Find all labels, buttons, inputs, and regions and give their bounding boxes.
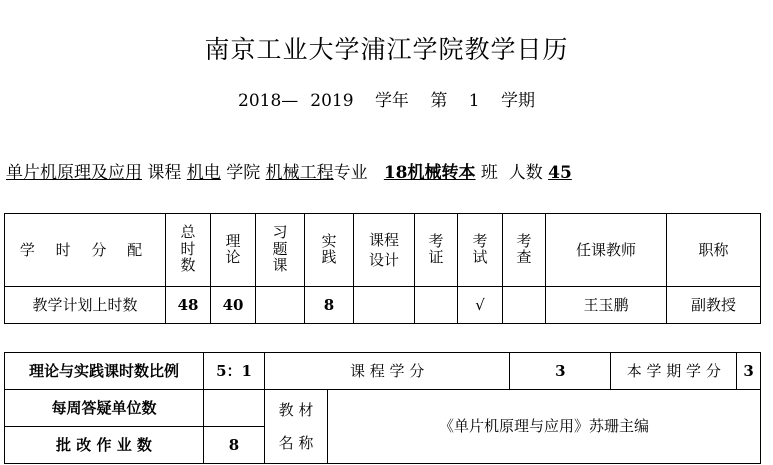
year-start: 2018—: [238, 91, 299, 111]
college-name: 机电: [186, 163, 221, 183]
practice-header: 实践: [305, 214, 354, 287]
qa-label: 每周答疑单位数: [5, 390, 204, 427]
total-value: 48: [166, 287, 211, 324]
college-label: 学院: [226, 163, 261, 183]
teacher-header: 任课教师: [546, 214, 667, 287]
count-label: 人数: [508, 163, 543, 183]
academic-term-line: [0, 86, 773, 111]
exam1-value: [415, 287, 458, 324]
homework-label: 批 改 作 业 数: [5, 427, 204, 464]
exercise-header: 习题课: [256, 214, 305, 287]
ratio-row: [5, 353, 761, 390]
ratio-label: 理论与实践课时数比例: [5, 353, 204, 390]
theory-value: 40: [211, 287, 256, 324]
year-end: 2019: [310, 91, 354, 111]
term-credit-label: 本 学 期 学 分: [611, 353, 737, 390]
major-name: 机械工程: [265, 163, 334, 183]
exam2-header: 考试: [458, 214, 503, 287]
textbook-label-line2: 名 称: [278, 433, 314, 452]
term-credit-value: 3: [737, 353, 761, 390]
class-label: 班: [480, 163, 498, 183]
course-info-table: [4, 352, 761, 464]
theory-header: 理论: [211, 214, 256, 287]
ratio-value: 5：1: [204, 353, 265, 390]
textbook-label-line1: 教 材: [278, 401, 314, 420]
exam1-header: 考证: [415, 214, 458, 287]
term-suffix: 学期: [500, 91, 535, 111]
hours-table: [4, 213, 761, 324]
total-header: 总时数: [166, 214, 211, 287]
textbook-name: 《单片机原理与应用》苏珊主编: [328, 390, 761, 464]
teacher-name: 王玉鹏: [546, 287, 667, 324]
teacher-title: 副教授: [667, 287, 761, 324]
design-value: [354, 287, 415, 324]
allocation-header: 学 时 分 配: [5, 214, 166, 287]
page-title: 南京工业大学浦江学院教学日历: [204, 35, 569, 64]
credit-value: 3: [510, 353, 611, 390]
class-name: 18机械转本: [383, 163, 476, 183]
qa-value: [204, 390, 265, 427]
hours-data-row: [5, 287, 761, 324]
check-header: 考查: [503, 214, 546, 287]
course-info-line: [6, 158, 768, 183]
qa-row: [5, 390, 761, 427]
practice-value: 8: [305, 287, 354, 324]
major-label: 专业: [333, 163, 368, 183]
check-value: [503, 287, 546, 324]
exercise-value: [256, 287, 305, 324]
hours-header-row: [5, 214, 761, 287]
textbook-label: [265, 390, 328, 464]
student-count: 45: [548, 163, 572, 183]
credit-label: 课 程 学 分: [265, 353, 510, 390]
design-header: 课程设计: [354, 214, 415, 287]
term-number: 1: [468, 91, 480, 111]
row-label: 教学计划上时数: [5, 287, 166, 324]
course-label: 课程: [147, 163, 182, 183]
course-name: 单片机原理及应用: [6, 163, 142, 183]
term-prefix: 第: [430, 91, 448, 111]
year-label: 学年: [374, 91, 409, 111]
exam2-checkmark: √: [458, 287, 503, 324]
title-header: 职称: [667, 214, 761, 287]
homework-value: 8: [204, 427, 265, 464]
